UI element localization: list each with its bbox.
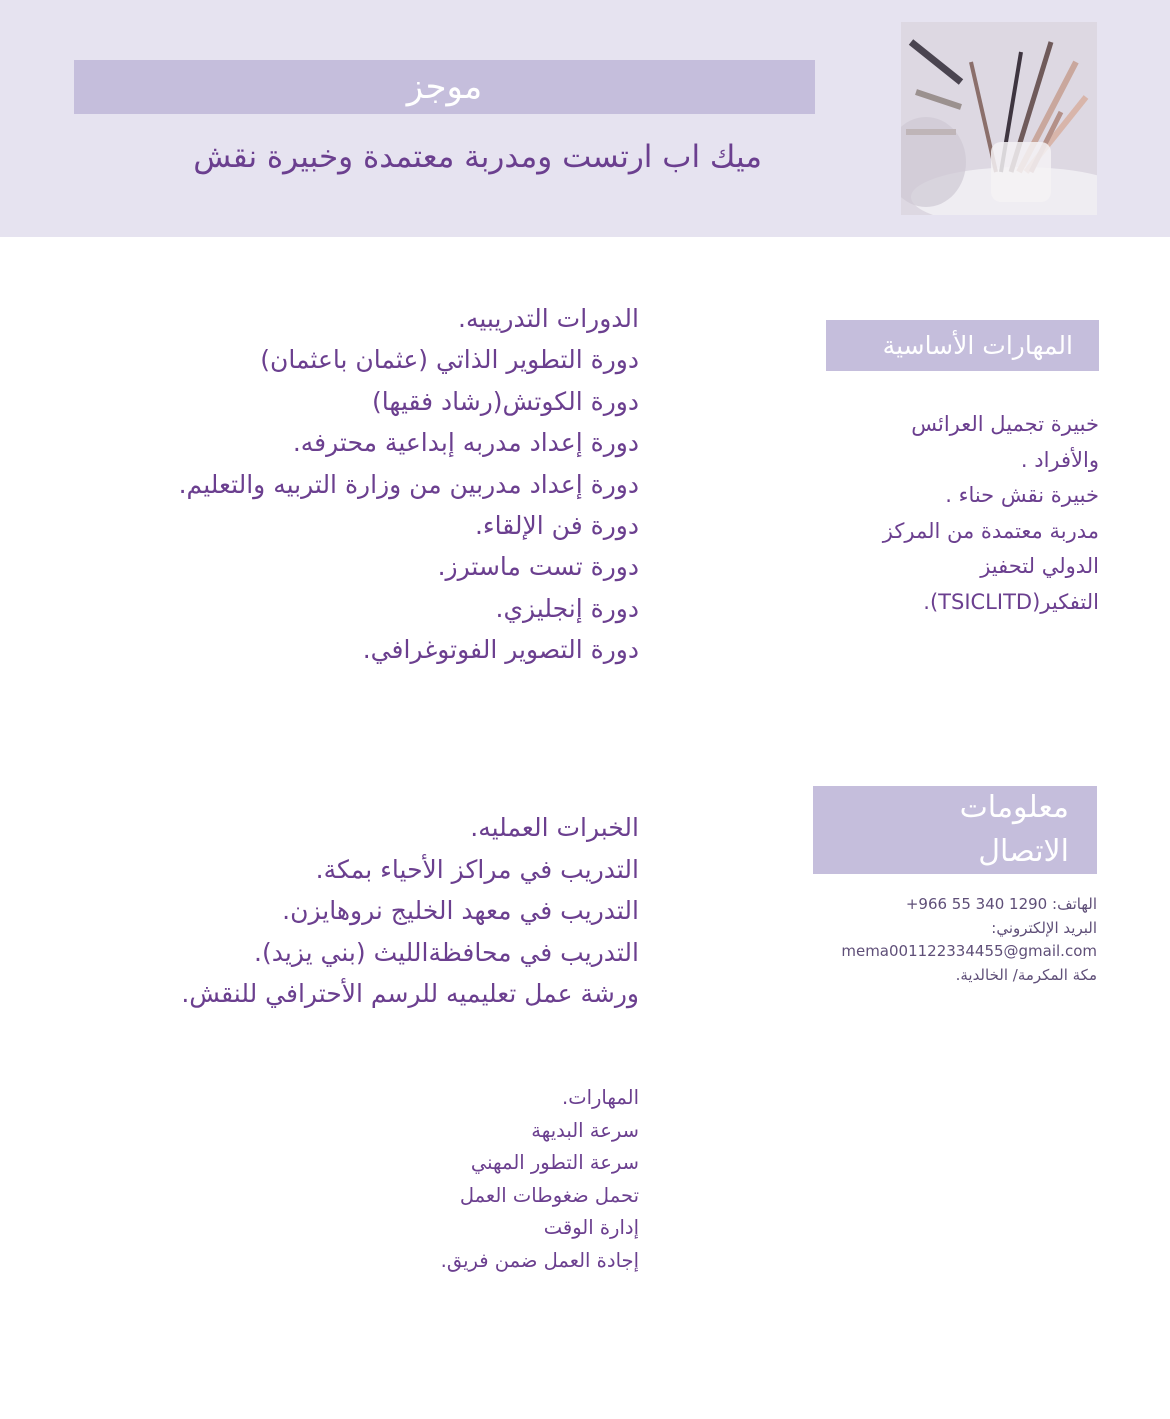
experience-heading: الخبرات العمليه. (470, 813, 639, 842)
core-skill-line: خبيرة تجميل العرائس (911, 412, 1099, 436)
experience-item: التدريب في مراكز الأحياء بمكة. (315, 854, 639, 884)
courses-heading: الدورات التدريبيه. (458, 304, 639, 333)
makeup-brushes-illustration (901, 22, 1097, 215)
core-skill-line: التفكير(TSICLITD). (923, 589, 1099, 614)
email-address[interactable]: mema001122334455@gmail.com (841, 942, 1097, 960)
core-skills-label: المهارات الأساسية (826, 320, 1099, 371)
soft-skills-heading: المهارات. (562, 1086, 639, 1109)
core-skill-line: خبيرة نقش حناء . (945, 483, 1099, 507)
soft-skill-item: إدارة الوقت (543, 1216, 639, 1240)
soft-skill-item: سرعة البديهة (531, 1118, 639, 1142)
experience-item: التدريب في محافظةالليث (بني يزيد). (254, 937, 639, 967)
contact-label-line1: معلومات (959, 790, 1069, 825)
soft-skill-item: تحمل ضغوطات العمل (459, 1183, 639, 1207)
experience-item: ورشة عمل تعليميه للرسم الأحترافي للنقش. (181, 979, 639, 1008)
contact-label-line2: الاتصال (978, 834, 1069, 869)
header-band (0, 0, 1170, 237)
phone-number[interactable]: +966 55 340 1290 (905, 895, 1048, 913)
summary-label: موجز (74, 60, 815, 114)
soft-skill-item: إجادة العمل ضمن فريق. (440, 1248, 639, 1272)
core-skills-list (820, 407, 1099, 620)
core-skill-line: الدولي لتحفيز (980, 554, 1099, 578)
course-item: دورة التصوير الفوتوغرافي. (362, 635, 639, 665)
job-title: ميك اب ارتست ومدربة معتمدة وخبيرة نقش (193, 139, 762, 175)
core-skill-line: والأفراد . (1020, 447, 1099, 472)
course-item: دورة إعداد مدربين من وزارة التربيه والتعليم. (178, 469, 639, 499)
course-item: دورة إنجليزي. (495, 593, 639, 623)
course-item: دورة فن الإلقاء. (474, 511, 639, 541)
address: مكة المكرمة/ الخالدية. (955, 965, 1097, 984)
course-item: دورة تست ماسترز. (437, 552, 639, 582)
soft-skills-list (300, 1082, 639, 1278)
phone-label: الهاتف: (1052, 895, 1097, 913)
makeup-brushes-photo (901, 22, 1097, 215)
core-skill-line: مدربة معتمدة من المركز (882, 518, 1099, 543)
course-item: دورة الكوتش(رشاد فقيها) (372, 386, 639, 416)
course-item: دورة إعداد مدربه إبداعية محترفه. (292, 428, 639, 458)
contact-details (800, 893, 1097, 987)
work-experience-list (100, 807, 639, 1015)
email-label: البريد الإلكتروني: (991, 918, 1097, 937)
soft-skill-item: سرعة التطور المهني (470, 1151, 639, 1175)
contact-info-label (813, 786, 1097, 874)
training-courses-list (100, 298, 639, 671)
experience-item: التدريب في معهد الخليج نروهايزن. (282, 896, 639, 925)
course-item: دورة التطوير الذاتي (عثمان باعثمان) (260, 345, 639, 375)
phone-row (800, 893, 1097, 917)
